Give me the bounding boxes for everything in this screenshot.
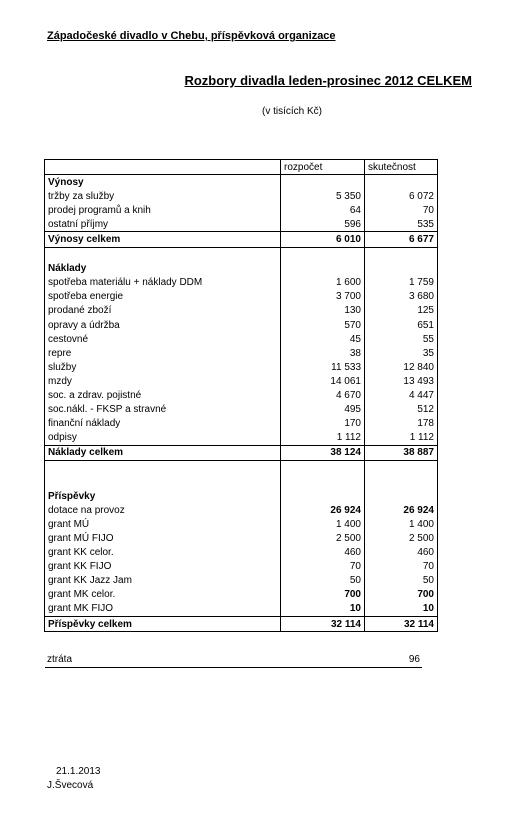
row-budget-cell: 50 bbox=[281, 574, 365, 588]
row-actual-cell bbox=[365, 262, 438, 276]
row-label-cell: soc.nákl. - FKSP a stravné bbox=[45, 403, 281, 417]
row-label-cell bbox=[45, 247, 281, 262]
row-actual-cell bbox=[365, 475, 438, 489]
loss-row bbox=[45, 654, 422, 668]
row-actual-cell: 70 bbox=[365, 203, 438, 217]
row-label-cell: mzdy bbox=[45, 374, 281, 388]
loss-value: 96 bbox=[408, 654, 420, 665]
row-actual-cell bbox=[365, 247, 438, 262]
table-row bbox=[45, 389, 438, 403]
organization-name: Západočeské divadlo v Chebu, příspěvková organizace bbox=[47, 30, 336, 42]
row-label-cell: grant MÚ bbox=[45, 517, 281, 531]
row-actual-cell: 700 bbox=[365, 588, 438, 602]
report-table bbox=[44, 159, 438, 632]
row-label-cell: grant KK FIJO bbox=[45, 560, 281, 574]
row-label-cell: prodej programů a knih bbox=[45, 203, 281, 217]
row-actual-cell: 512 bbox=[365, 403, 438, 417]
row-label-cell: finanční náklady bbox=[45, 417, 281, 431]
loss-label: ztráta bbox=[47, 654, 73, 665]
table-row bbox=[45, 588, 438, 602]
row-budget-cell: 2 500 bbox=[281, 531, 365, 545]
table-row bbox=[45, 602, 438, 617]
row-actual-cell: 460 bbox=[365, 546, 438, 560]
row-label-cell: Výnosy celkem bbox=[45, 232, 281, 247]
row-budget-cell: 1 600 bbox=[281, 276, 365, 290]
row-label-cell: grant MK celor. bbox=[45, 588, 281, 602]
row-actual-cell bbox=[365, 489, 438, 503]
row-actual-cell: 13 493 bbox=[365, 374, 438, 388]
row-budget-cell: 64 bbox=[281, 203, 365, 217]
row-actual-cell: 1 400 bbox=[365, 517, 438, 531]
row-budget-cell: 14 061 bbox=[281, 374, 365, 388]
row-budget-cell bbox=[281, 460, 365, 475]
report-table-body bbox=[45, 160, 438, 632]
table-row bbox=[45, 531, 438, 545]
table-row bbox=[45, 403, 438, 417]
row-label-cell: grant KK Jazz Jam bbox=[45, 574, 281, 588]
row-budget-cell bbox=[281, 475, 365, 489]
row-label-cell: Náklady celkem bbox=[45, 445, 281, 460]
row-label-cell: odpisy bbox=[45, 431, 281, 446]
header-label-cell bbox=[45, 160, 281, 175]
row-label-cell: opravy a údržba bbox=[45, 318, 281, 332]
row-label-cell: spotřeba energie bbox=[45, 290, 281, 304]
table-row bbox=[45, 374, 438, 388]
row-label-cell: spotřeba materiálu + náklady DDM bbox=[45, 276, 281, 290]
row-budget-cell: 70 bbox=[281, 560, 365, 574]
row-label-cell: Výnosy bbox=[45, 175, 281, 190]
table-row bbox=[45, 276, 438, 290]
unit-note: (v tisících Kč) bbox=[262, 106, 323, 117]
row-label-cell: grant MK FIJO bbox=[45, 602, 281, 617]
row-label-cell: tržby za služby bbox=[45, 189, 281, 203]
row-actual-cell: 50 bbox=[365, 574, 438, 588]
row-budget-cell: 10 bbox=[281, 602, 365, 617]
row-budget-cell: 4 670 bbox=[281, 389, 365, 403]
report-date: 21.1.2013 bbox=[56, 766, 101, 777]
row-label-cell: ostatní příjmy bbox=[45, 217, 281, 232]
table-section-row bbox=[45, 489, 438, 503]
table-row bbox=[45, 203, 438, 217]
row-label-cell: dotace na provoz bbox=[45, 503, 281, 517]
table-total-row bbox=[45, 232, 438, 247]
row-actual-cell: 1 759 bbox=[365, 276, 438, 290]
row-budget-cell: 11 533 bbox=[281, 360, 365, 374]
header-actual-cell: skutečnost bbox=[365, 160, 438, 175]
row-budget-cell: 5 350 bbox=[281, 189, 365, 203]
row-actual-cell: 535 bbox=[365, 217, 438, 232]
row-budget-cell: 495 bbox=[281, 403, 365, 417]
row-budget-cell: 45 bbox=[281, 332, 365, 346]
row-budget-cell bbox=[281, 247, 365, 262]
row-budget-cell: 38 bbox=[281, 346, 365, 360]
row-actual-cell: 2 500 bbox=[365, 531, 438, 545]
row-budget-cell bbox=[281, 262, 365, 276]
table-row bbox=[45, 318, 438, 332]
row-budget-cell: 38 124 bbox=[281, 445, 365, 460]
table-row bbox=[45, 290, 438, 304]
row-label-cell bbox=[45, 475, 281, 489]
row-label-cell: repre bbox=[45, 346, 281, 360]
report-title: Rozbory divadla leden-prosinec 2012 CELKEM bbox=[184, 73, 472, 88]
row-budget-cell bbox=[281, 489, 365, 503]
row-actual-cell: 32 114 bbox=[365, 617, 438, 632]
row-label-cell: Příspěvky bbox=[45, 489, 281, 503]
table-section-row bbox=[45, 175, 438, 190]
row-label-cell: soc. a zdrav. pojistné bbox=[45, 389, 281, 403]
table-row bbox=[45, 503, 438, 517]
table-row bbox=[45, 431, 438, 446]
row-budget-cell: 170 bbox=[281, 417, 365, 431]
row-label-cell: služby bbox=[45, 360, 281, 374]
row-label-cell: Příspěvky celkem bbox=[45, 617, 281, 632]
row-budget-cell: 1 112 bbox=[281, 431, 365, 446]
table-row bbox=[45, 560, 438, 574]
row-label-cell: Náklady bbox=[45, 262, 281, 276]
table-blank-row bbox=[45, 475, 438, 489]
table-row bbox=[45, 360, 438, 374]
table-row bbox=[45, 417, 438, 431]
report-author: J.Švecová bbox=[47, 780, 94, 791]
row-budget-cell: 32 114 bbox=[281, 617, 365, 632]
row-actual-cell: 6 677 bbox=[365, 232, 438, 247]
row-label-cell: cestovné bbox=[45, 332, 281, 346]
row-label-cell bbox=[45, 460, 281, 475]
table-row bbox=[45, 546, 438, 560]
table-row bbox=[45, 304, 438, 318]
row-actual-cell bbox=[365, 460, 438, 475]
row-actual-cell: 125 bbox=[365, 304, 438, 318]
row-label-cell: prodané zboží bbox=[45, 304, 281, 318]
row-label-cell: grant KK celor. bbox=[45, 546, 281, 560]
row-budget-cell: 130 bbox=[281, 304, 365, 318]
row-actual-cell: 178 bbox=[365, 417, 438, 431]
table-blank-row bbox=[45, 247, 438, 262]
row-budget-cell: 570 bbox=[281, 318, 365, 332]
row-actual-cell: 4 447 bbox=[365, 389, 438, 403]
table-header-row bbox=[45, 160, 438, 175]
row-label-cell: grant MÚ FIJO bbox=[45, 531, 281, 545]
row-budget-cell: 26 924 bbox=[281, 503, 365, 517]
table-row bbox=[45, 189, 438, 203]
row-budget-cell: 6 010 bbox=[281, 232, 365, 247]
row-actual-cell: 12 840 bbox=[365, 360, 438, 374]
row-budget-cell: 596 bbox=[281, 217, 365, 232]
row-actual-cell: 70 bbox=[365, 560, 438, 574]
row-budget-cell: 700 bbox=[281, 588, 365, 602]
header-budget-cell: rozpočet bbox=[281, 160, 365, 175]
table-row bbox=[45, 517, 438, 531]
table-row bbox=[45, 332, 438, 346]
row-budget-cell bbox=[281, 175, 365, 190]
row-actual-cell: 6 072 bbox=[365, 189, 438, 203]
row-actual-cell: 1 112 bbox=[365, 431, 438, 446]
row-actual-cell: 55 bbox=[365, 332, 438, 346]
row-actual-cell: 651 bbox=[365, 318, 438, 332]
row-actual-cell: 10 bbox=[365, 602, 438, 617]
row-actual-cell bbox=[365, 175, 438, 190]
row-budget-cell: 3 700 bbox=[281, 290, 365, 304]
row-budget-cell: 460 bbox=[281, 546, 365, 560]
row-actual-cell: 38 887 bbox=[365, 445, 438, 460]
table-total-row bbox=[45, 445, 438, 460]
table-row bbox=[45, 574, 438, 588]
table-row bbox=[45, 217, 438, 232]
row-actual-cell: 26 924 bbox=[365, 503, 438, 517]
row-actual-cell: 3 680 bbox=[365, 290, 438, 304]
table-blank-row bbox=[45, 460, 438, 475]
row-actual-cell: 35 bbox=[365, 346, 438, 360]
table-total-row bbox=[45, 617, 438, 632]
table-section-row bbox=[45, 262, 438, 276]
row-budget-cell: 1 400 bbox=[281, 517, 365, 531]
table-row bbox=[45, 346, 438, 360]
